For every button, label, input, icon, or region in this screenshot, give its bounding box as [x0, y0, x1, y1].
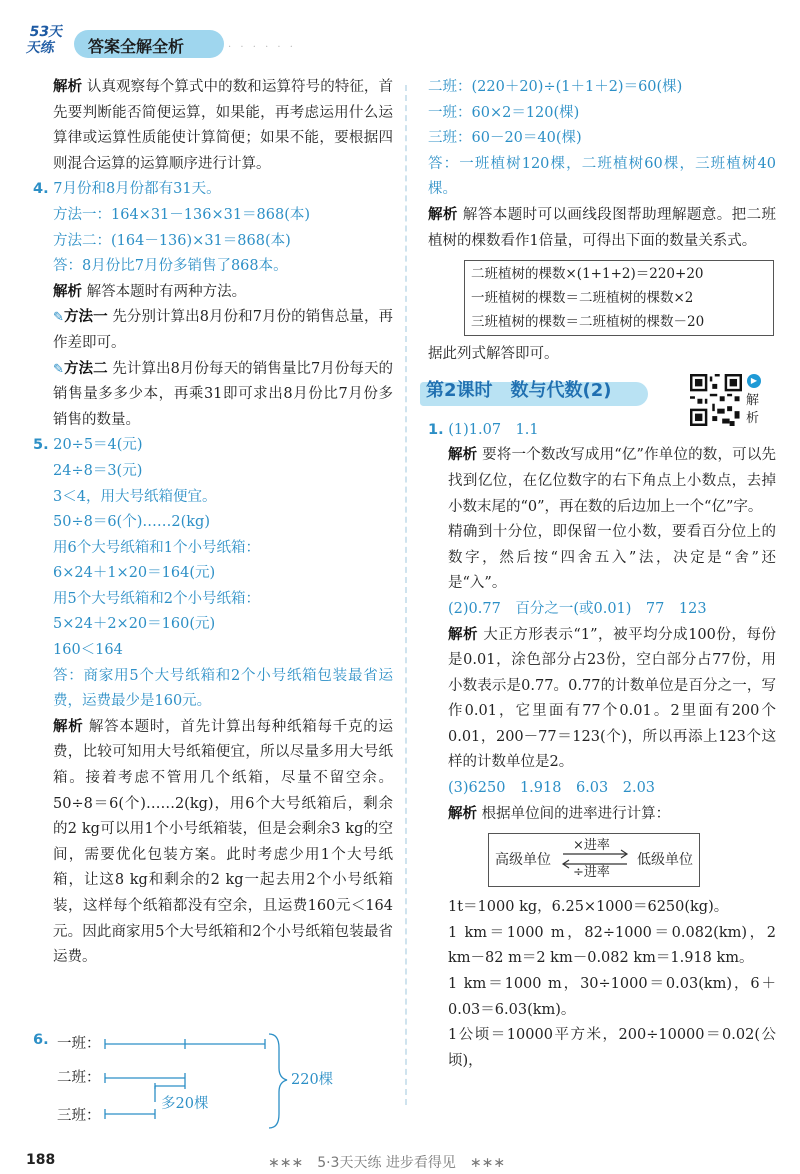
- analysis-label: 解析: [53, 718, 84, 735]
- analysis-text: 根据单位间的进率进行计算：: [481, 805, 671, 822]
- calc-line: 1t＝1000 kg，6.25×1000＝6250(kg)。: [448, 899, 729, 916]
- footer-slogan: ∗∗∗ 5·3天天练 进步看得见 ∗∗∗: [268, 1155, 506, 1171]
- calc-line: 1 km＝1000 m，30÷1000＝0.03(km)，6＋0.03＝6.03(km)。: [448, 976, 776, 1018]
- lesson-header: [420, 375, 776, 426]
- analysis-paragraph: [33, 715, 393, 971]
- lesson-title: 第2课时 数与代数(2): [426, 379, 612, 401]
- conversion-arrows: [561, 846, 631, 874]
- right-column: [428, 75, 776, 1074]
- answer-line: 20÷5＝4(元): [53, 437, 143, 454]
- calc-line: 1 km＝1000 m，82÷1000＝0.082(km)，2 km－82 m＝2 km－0.082 km＝1.918 km。: [448, 924, 776, 967]
- analysis-paragraph: [428, 802, 776, 828]
- page-number: 188: [26, 1152, 56, 1168]
- relation-line: 二班植树的棵数×(1+1+2)＝220+20: [471, 266, 704, 283]
- row-label: 一班：: [57, 1036, 101, 1052]
- method-label: 方法二: [63, 360, 108, 377]
- relation-line: 一班植树的棵数＝二班植树的棵数×2: [471, 290, 694, 307]
- answer-line: 答：商家用5个大号纸箱和2个小号纸箱包装最省运费，运费最少是160元。: [53, 667, 393, 710]
- qr-code-icon[interactable]: [690, 374, 742, 426]
- answer-line: (3)6250 1.918 6.03 2.03: [448, 780, 656, 797]
- multiply-rate-label: ×进率: [573, 838, 610, 854]
- analysis-label: 解析: [448, 447, 478, 464]
- answer-line: (2)0.77 百分之一(或0.01) 77 123: [448, 600, 707, 617]
- analysis-paragraph: [428, 623, 776, 777]
- method-two: [33, 357, 393, 434]
- analysis-paragraph: [428, 203, 776, 254]
- answer-line: 方法二：(164－136)×31＝868(本): [53, 232, 291, 249]
- answer-line: 一班：60×2＝120(棵): [428, 104, 580, 121]
- difference-label: 多20棵: [161, 1096, 209, 1112]
- analysis-text: 大正方形表示“1”，被平均分成100份，每份是0.01，涂色部分占23份，空白部分占77份，用小数表示是0.77。0.77的计数单位是百分之一，写作0.01，它里面有77个0.01。2里面有200个0.01，200－77＝123(个)，所以再添上123个这样的计数单位是2。: [448, 626, 777, 771]
- analysis-text: 认真观察每个算式中的数和运算符号的特征，首先要判断能否简便运算，如果能，再考虑运用什么运算律或运算性质能使计算简便；如果不能，要根据四则混合运算的运算顺序进行计算。: [53, 79, 394, 172]
- q5-line: [33, 433, 393, 459]
- analysis-label: 解析: [53, 79, 83, 95]
- analysis-paragraph: [33, 280, 393, 306]
- answer-line: (1)1.07 1.1: [448, 421, 539, 438]
- answer-line: 7月份和8月份都有31天。: [53, 181, 221, 198]
- left-column: [33, 75, 393, 971]
- method-one: [33, 305, 393, 356]
- divide-rate-label: ÷进率: [573, 865, 610, 881]
- answer-line: 三班：60－20＝40(棵): [428, 130, 582, 147]
- q4-line: [33, 177, 393, 203]
- play-icon[interactable]: ▶: [747, 374, 761, 388]
- pencil-icon: ✎: [53, 310, 64, 326]
- answer-line: 用6个大号纸箱和1个小号纸箱：: [53, 539, 260, 556]
- row-label: 三班：: [57, 1108, 101, 1124]
- analysis-label: 解析: [428, 206, 458, 223]
- unit-conversion-box: [488, 833, 700, 887]
- pencil-icon: ✎: [53, 361, 64, 377]
- analysis-text: 解答本题时有两种方法。: [86, 283, 247, 300]
- method-text: 先计算出8月份每天的销售量比7月份每天的销售量多多少本，再乘31即可求出8月份比7月份多销售的数量。: [53, 360, 394, 428]
- analysis-text: 解答本题时，首先计算出每种纸箱每千克的运费，比较可知用大号纸箱便宜，所以尽量多用大号纸箱。接着考虑不管用几个纸箱，尽量不留空余。50÷8＝6(个)……2(kg)，用6个大号纸箱后，剩余的2 kg可以用1个小号纸箱装，但是会剩余3 kg的空间，需要优化包装方案。此时考虑少用1个大号纸箱，让这8 kg和剩余的2 kg一起去用2个小号纸箱装，这样每个纸箱都没有空余，且运费160元＜164元。因此商家用5个大号纸箱和2个小号纸箱包装最省运费。: [53, 718, 394, 966]
- method-label: 方法一: [63, 309, 108, 326]
- answer-line: 160＜164: [53, 642, 123, 659]
- analysis-paragraph: [33, 75, 393, 177]
- page-header: [0, 0, 800, 70]
- relation-line: 三班植树的棵数＝二班植树的棵数－20: [471, 314, 705, 331]
- page-footer: [0, 1150, 800, 1174]
- total-label: 220棵: [291, 1072, 334, 1088]
- analysis-label: 解析: [448, 805, 477, 822]
- conclusion-line: 据此列式解答即可。: [428, 346, 559, 363]
- answer-line: 6×24＋1×20＝164(元): [53, 565, 216, 582]
- row-label: 二班：: [57, 1070, 101, 1086]
- answer-line: 24÷8＝3(元): [53, 462, 143, 479]
- answer-line: 答：一班植树120棵，二班植树60棵，三班植树40棵。: [428, 155, 776, 198]
- low-unit-label: 低级单位: [637, 852, 693, 869]
- calc-line: 1公顷＝10000平方米，200÷10000＝0.02(公顷)，: [448, 1027, 776, 1069]
- question-number: 1.: [428, 421, 444, 438]
- answer-line: 二班：(220＋20)÷(1＋1＋2)＝60(棵): [428, 79, 683, 95]
- method-text: 先分别计算出8月份和7月份的销售总量，再作差即可。: [53, 309, 394, 351]
- segment-lines: [33, 1030, 393, 1140]
- analysis-text: 要将一个数改写成用“亿”作单位的数，可以先找到亿位，在亿位数字的右下角点上小数点，去掉小数末尾的“0”，再在数的后边加上一个“亿”字。: [448, 447, 777, 515]
- analysis-label: 解析: [448, 626, 479, 643]
- column-divider: [405, 85, 407, 1105]
- question-number: 4.: [33, 181, 49, 198]
- analysis-text: 精确到十分位，即保留一位小数，要看百分位上的数字，然后按“四舍五入”法，决定是“舍”还是“入”。: [448, 524, 776, 592]
- high-unit-label: 高级单位: [495, 852, 551, 869]
- analysis-paragraph: [428, 443, 776, 520]
- segment-diagram: [33, 1030, 393, 1140]
- header-title: 答案全解全析: [88, 37, 185, 56]
- answer-line: 5×24＋2×20＝160(元): [53, 616, 216, 633]
- qr-label: 解析: [746, 392, 760, 426]
- analysis-text: 解答本题时可以画线段图帮助理解题意。把二班植树的棵数看作1倍量，可得出下面的数量关系式。: [428, 206, 777, 249]
- question-number: 5.: [33, 437, 49, 454]
- answer-line: 方法一：164×31－136×31＝868(本): [53, 206, 311, 223]
- answer-line: 3＜4，用大号纸箱便宜。: [53, 488, 217, 505]
- brand-logo: 53天天练: [25, 24, 65, 56]
- answer-line: 50÷8＝6(个)……2(kg): [53, 514, 210, 531]
- header-dots: · · · · · ·: [228, 42, 296, 53]
- analysis-label: 解析: [53, 283, 82, 300]
- relation-box: [464, 260, 774, 336]
- answer-line: 答：8月份比7月份多销售了868本。: [53, 258, 288, 275]
- answer-line: 用5个大号纸箱和2个小号纸箱：: [53, 590, 260, 607]
- question-number: 6.: [33, 1032, 49, 1048]
